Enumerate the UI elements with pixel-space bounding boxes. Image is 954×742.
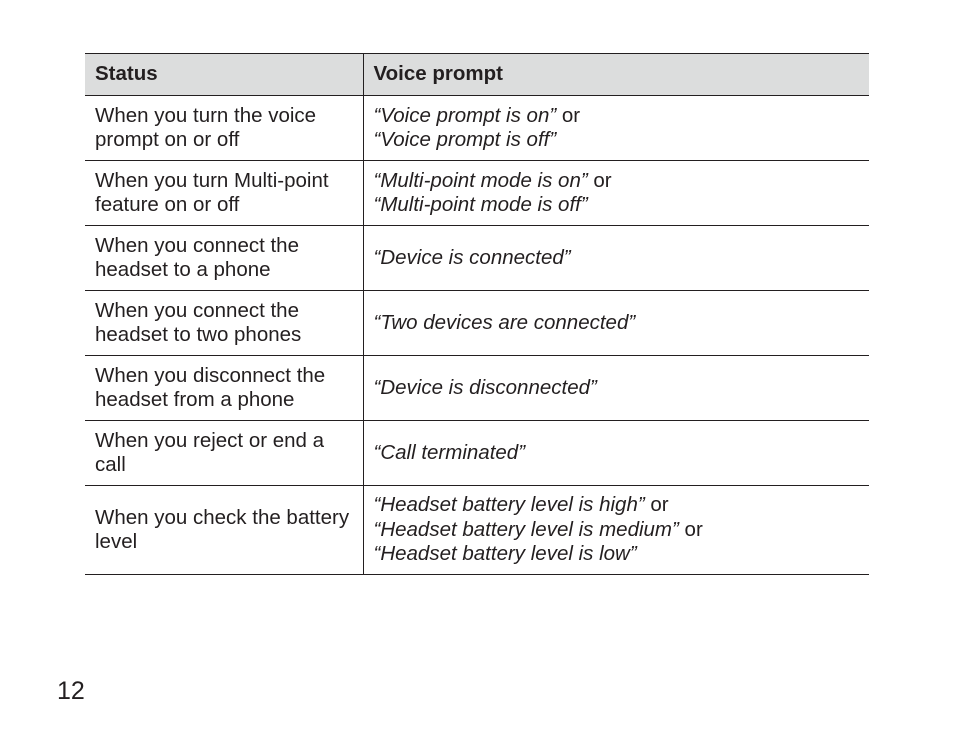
prompt-line (374, 441, 860, 466)
prompt-line (374, 128, 860, 153)
table-row (85, 421, 869, 486)
prompt-connector: or (644, 493, 669, 517)
voice-prompt-cell (363, 226, 869, 291)
prompt-connector: or (556, 103, 581, 127)
prompt-quote: “Device is disconnected” (373, 375, 597, 399)
prompt-line (374, 311, 860, 336)
prompt-line (374, 104, 860, 129)
prompt-quote: “Two devices are connected” (373, 310, 636, 334)
voice-prompt-cell (363, 421, 869, 486)
table-row (85, 226, 869, 291)
table-row (85, 161, 869, 226)
prompt-line (374, 542, 860, 567)
prompt-line (374, 193, 860, 218)
table-header-row (85, 54, 869, 96)
voice-prompt-cell (363, 161, 869, 226)
prompt-line (374, 518, 860, 543)
prompt-line (374, 169, 860, 194)
prompt-quote: “Voice prompt is off” (373, 128, 557, 151)
table-row (85, 486, 869, 575)
prompt-line (374, 376, 860, 401)
voice-prompt-cell (363, 356, 869, 421)
status-cell: When you turn Multi-point feature on or off (85, 161, 363, 226)
prompt-quote: “Call terminated” (373, 440, 526, 464)
table-row (85, 96, 869, 161)
table-row (85, 291, 869, 356)
voice-prompt-cell (363, 291, 869, 356)
prompt-quote: “Voice prompt is on” (373, 103, 557, 127)
prompt-connector: or (587, 168, 612, 192)
status-cell: When you connect the headset to two phones (85, 291, 363, 356)
prompt-quote: “Multi-point mode is off” (373, 193, 588, 216)
voice-prompt-column-header: Voice prompt (363, 54, 869, 96)
status-cell: When you reject or end a call (85, 421, 363, 486)
status-column-header: Status (85, 54, 363, 96)
prompt-quote: “Device is connected” (373, 245, 571, 269)
prompt-quote: “Headset battery level is medium” (373, 517, 679, 541)
status-cell: When you turn the voice prompt on or off (85, 96, 363, 161)
status-cell: When you connect the headset to a phone (85, 226, 363, 291)
table-body (85, 96, 869, 575)
voice-prompt-cell (363, 96, 869, 161)
prompt-line (374, 493, 860, 518)
prompt-connector: or (678, 517, 703, 541)
status-cell: When you disconnect the headset from a phone (85, 356, 363, 421)
voice-prompt-cell (363, 486, 869, 575)
page-number: 12 (57, 677, 85, 705)
status-cell: When you check the battery level (85, 486, 363, 575)
prompt-quote: “Headset battery level is low” (373, 542, 637, 566)
prompt-quote: “Headset battery level is high” (373, 493, 645, 517)
table-row (85, 356, 869, 421)
prompt-line (374, 246, 860, 271)
prompt-quote: “Multi-point mode is on” (373, 168, 588, 192)
voice-prompt-table (85, 53, 869, 575)
